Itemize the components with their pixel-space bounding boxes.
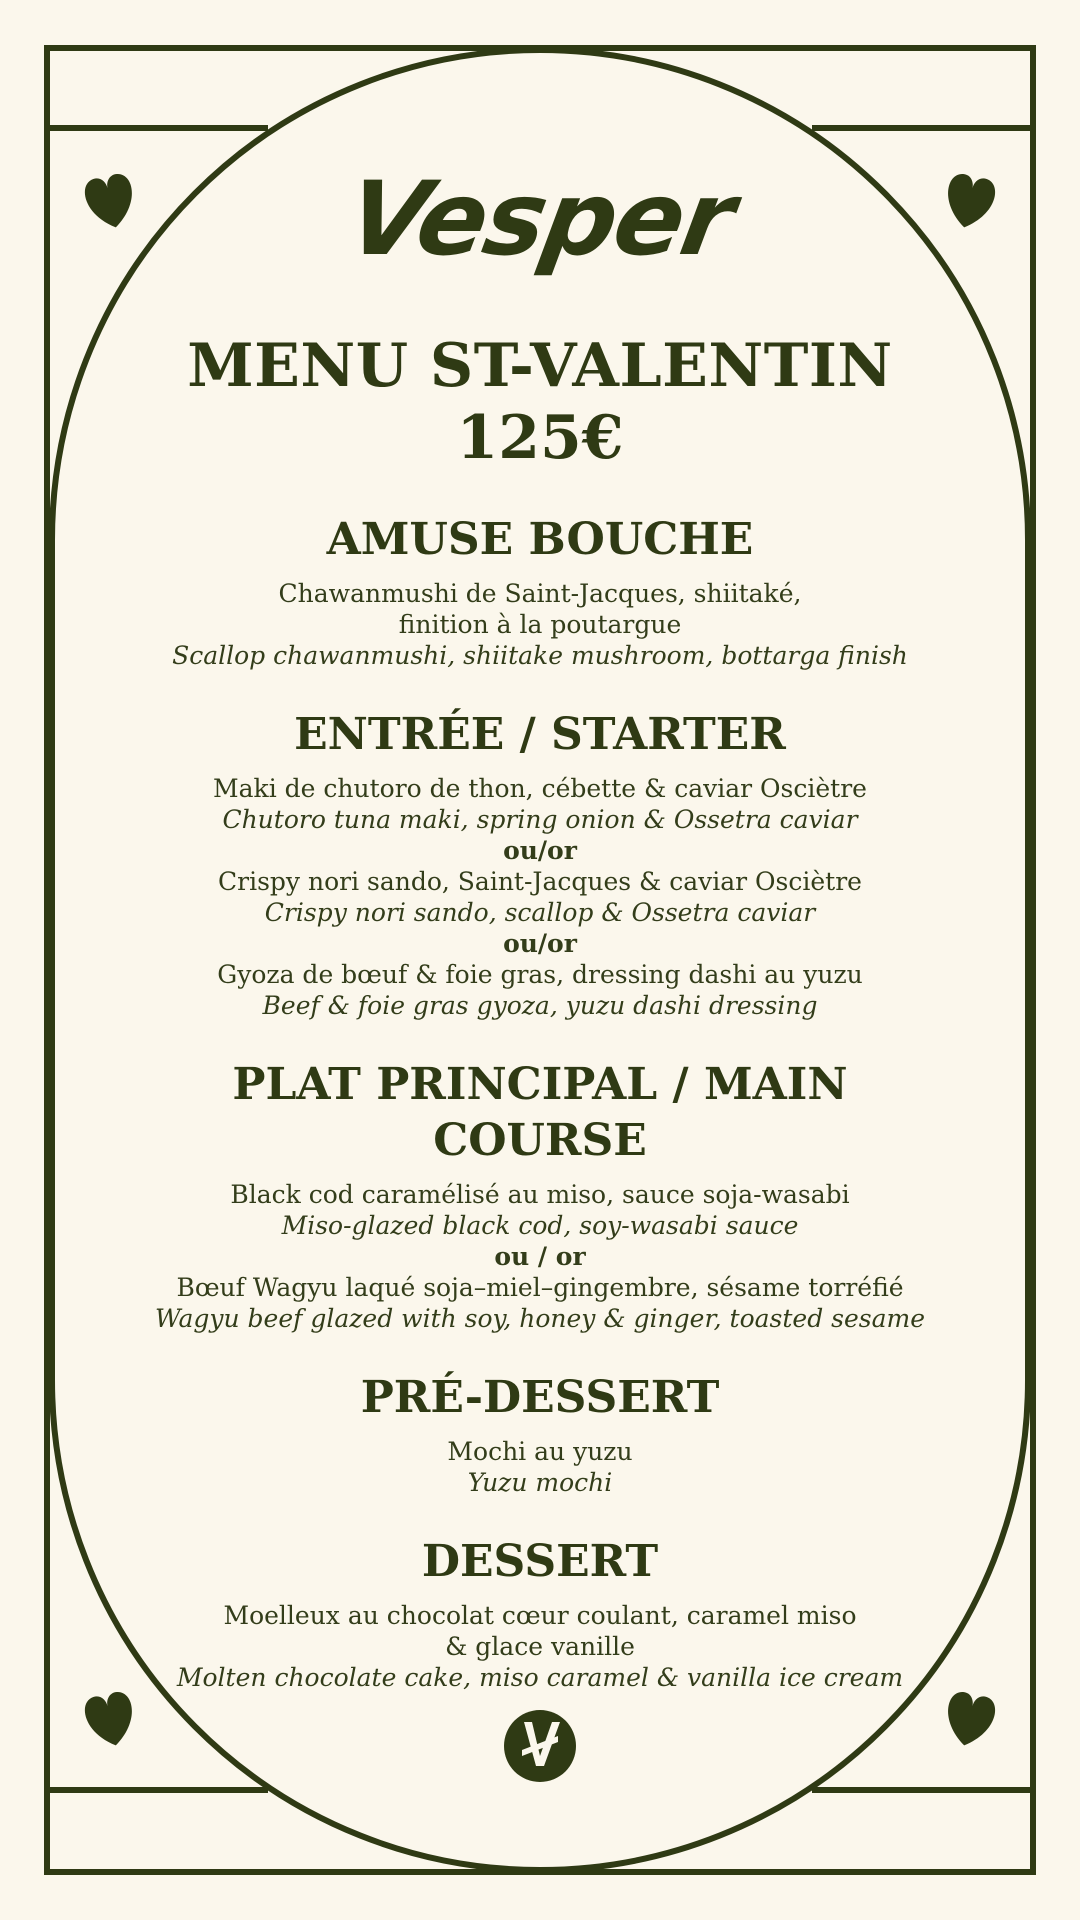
dish-french: Mochi au yuzu	[447, 1437, 633, 1466]
dish-french: & glace vanille	[445, 1632, 635, 1661]
dish-english: Chutoro tuna maki, spring onion & Ossetra caviar	[222, 805, 858, 834]
menu-section	[130, 707, 950, 1021]
dish-french: Bœuf Wagyu laqué soja–miel–gingembre, sésame torréfié	[176, 1273, 904, 1302]
dish-french: Black cod caramélisé au miso, sauce soja-wasabi	[230, 1180, 850, 1209]
menu-section	[130, 1370, 950, 1498]
choice-separator: ou/or	[503, 929, 577, 958]
dish-english: Wagyu beef glazed with soy, honey & ginger, toasted sesame	[154, 1304, 926, 1333]
dish-french: Chawanmushi de Saint-Jacques, shiitaké,	[278, 579, 802, 608]
menu-price: 125€	[456, 403, 624, 473]
menu-section	[130, 512, 950, 671]
choice-separator: ou/or	[503, 836, 577, 865]
section-title: DESSERT	[421, 1536, 659, 1587]
dish-french: Maki de chutoro de thon, cébette & caviar Osciètre	[213, 774, 867, 803]
section-title: PLAT PRINCIPAL / MAIN COURSE	[232, 1059, 848, 1166]
dish-english: Scallop chawanmushi, shiitake mushroom, bottarga finish	[172, 641, 908, 670]
dish-french: finition à la poutargue	[398, 610, 682, 639]
dish-english: Beef & foie gras gyoza, yuzu dashi dressing	[262, 991, 818, 1020]
dish-english: Crispy nori sando, scallop & Ossetra caviar	[264, 898, 816, 927]
section-title: PRÉ-DESSERT	[360, 1372, 720, 1423]
section-title: ENTRÉE / STARTER	[294, 709, 786, 760]
dish-english: Miso-glazed black cod, soy-wasabi sauce	[281, 1211, 799, 1240]
dish-english: Molten chocolate cake, miso caramel & vanilla ice cream	[176, 1663, 904, 1692]
dish-french: Moelleux au chocolat cœur coulant, caramel miso	[223, 1601, 857, 1630]
menu-section	[130, 1057, 950, 1334]
menu-content	[130, 330, 950, 1729]
menu-sections	[130, 512, 950, 1693]
section-title: AMUSE BOUCHE	[326, 514, 754, 565]
brand-logo: Vesper	[338, 160, 742, 279]
dish-french: Gyoza de bœuf & foie gras, dressing dashi au yuzu	[217, 960, 863, 989]
dish-french: Crispy nori sando, Saint-Jacques & caviar Osciètre	[218, 867, 862, 896]
menu-section	[130, 1534, 950, 1693]
choice-separator: ou / or	[494, 1242, 586, 1271]
menu-title: MENU ST-VALENTIN	[187, 331, 893, 401]
dish-english: Yuzu mochi	[467, 1468, 613, 1497]
